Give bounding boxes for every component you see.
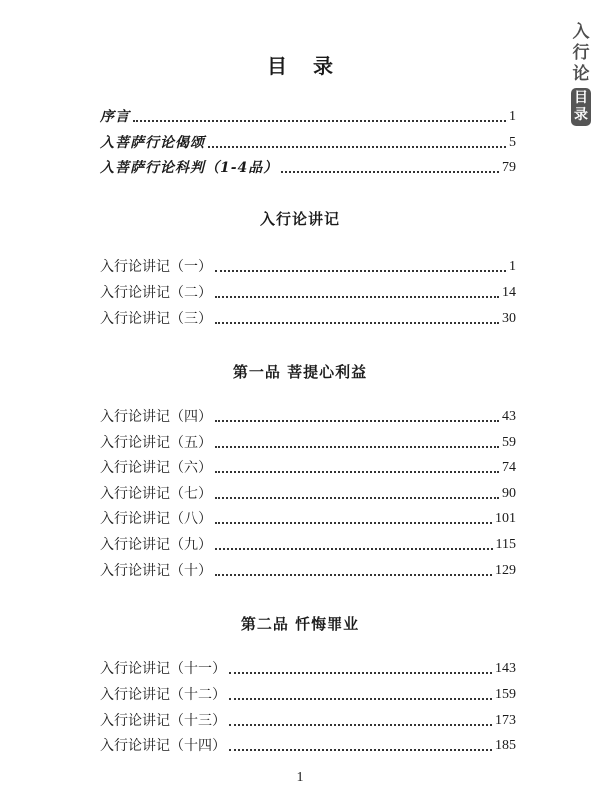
toc-entry[interactable]: [100, 280, 516, 302]
page-title: 目录: [267, 54, 359, 78]
dot-leader: [215, 470, 499, 473]
toc-entry-page: 1: [509, 109, 516, 124]
toc-entry[interactable]: [100, 130, 516, 152]
side-tab-label-box: [571, 88, 591, 126]
toc-entry-label: 入行论讲记（七）: [100, 486, 212, 502]
dot-leader: [215, 521, 492, 524]
toc-entry[interactable]: [100, 404, 516, 426]
dot-leader: [208, 145, 506, 148]
toc-entry-page: 5: [509, 135, 516, 150]
toc-entry-page: 101: [495, 511, 516, 526]
toc-entry[interactable]: [100, 104, 516, 126]
toc-entry-label: 入行论讲记（二）: [100, 285, 212, 301]
dot-leader: [215, 419, 499, 422]
toc-entry[interactable]: [100, 708, 516, 730]
toc-entry[interactable]: [100, 306, 516, 328]
side-tab-char: 论: [572, 64, 590, 84]
dot-leader: [215, 547, 493, 550]
toc-entry-label: 入行论讲记（八）: [100, 511, 212, 527]
dot-leader: [133, 119, 506, 122]
toc-entry-page: 129: [495, 563, 516, 578]
toc-entry-page: 173: [495, 713, 516, 728]
toc-entry-page: 59: [502, 435, 516, 450]
dot-leader: [215, 321, 499, 324]
section-heading: 第二品 忏悔罪业: [240, 615, 360, 633]
toc-entry[interactable]: [100, 455, 516, 477]
toc-entry-page: 185: [495, 738, 516, 753]
toc-entry[interactable]: [100, 430, 516, 452]
toc-entry-label: 入行论讲记（六）: [100, 460, 212, 476]
side-tab-boxed-char: 目: [574, 90, 588, 106]
dot-leader: [229, 723, 492, 726]
toc-entry-label: 序言: [100, 109, 130, 125]
toc-entry[interactable]: [100, 733, 516, 755]
toc-entry-page: 90: [502, 486, 516, 501]
dot-leader: [229, 671, 492, 674]
toc-entry-label: 入行论讲记（五）: [100, 435, 212, 451]
section-heading: 第一品 菩提心利益: [232, 363, 368, 381]
dot-leader: [229, 697, 492, 700]
toc-entry-page: 79: [502, 160, 516, 175]
toc-entry-label: 入行论讲记（一）: [100, 259, 212, 275]
dot-leader: [281, 170, 499, 173]
toc-entry-label: 入行论讲记（四）: [100, 409, 212, 425]
toc-entry[interactable]: [100, 506, 516, 528]
toc-entry-page: 43: [502, 409, 516, 424]
toc-entry-page: 74: [502, 460, 516, 475]
toc-entry-label: 入行论讲记（十）: [100, 563, 212, 579]
page-number: 1: [296, 770, 304, 785]
side-tab-boxed-char: 录: [574, 107, 588, 123]
toc-entry-page: 159: [495, 687, 516, 702]
toc-entry-label: 入行论讲记（十二）: [100, 687, 226, 703]
toc-entry[interactable]: [100, 155, 516, 177]
toc-entry-label: 入行论讲记（三）: [100, 311, 212, 327]
dot-leader: [215, 573, 492, 576]
dot-leader: [215, 269, 506, 272]
toc-entry-label: 入菩萨行论科判（1-4品）: [100, 160, 279, 176]
toc-entry-label: 入菩萨行论偈颂: [100, 135, 205, 151]
dot-leader: [215, 496, 499, 499]
toc-entry-page: 143: [495, 661, 516, 676]
toc-entry-label: 入行论讲记（九）: [100, 537, 212, 553]
toc-entry-page: 115: [495, 537, 516, 552]
dot-leader: [229, 748, 492, 751]
toc-entry-label: 入行论讲记（十一）: [100, 661, 226, 677]
side-tab-char: 入: [572, 22, 590, 42]
dot-leader: [215, 445, 499, 448]
toc-entry-label: 入行论讲记（十四）: [100, 738, 226, 754]
toc-entry[interactable]: [100, 656, 516, 678]
toc-entry[interactable]: [100, 481, 516, 503]
toc-entry-page: 1: [509, 259, 516, 274]
toc-entry[interactable]: [100, 254, 516, 276]
toc-entry-label: 入行论讲记（十三）: [100, 713, 226, 729]
toc-entry-page: 30: [502, 311, 516, 326]
dot-leader: [215, 295, 499, 298]
toc-entry[interactable]: [100, 558, 516, 580]
toc-entry[interactable]: [100, 682, 516, 704]
side-tab-char: 行: [572, 43, 590, 63]
section-heading: 入行论讲记: [259, 210, 340, 228]
toc-entry-page: 14: [502, 285, 516, 300]
toc-entry[interactable]: [100, 532, 516, 554]
